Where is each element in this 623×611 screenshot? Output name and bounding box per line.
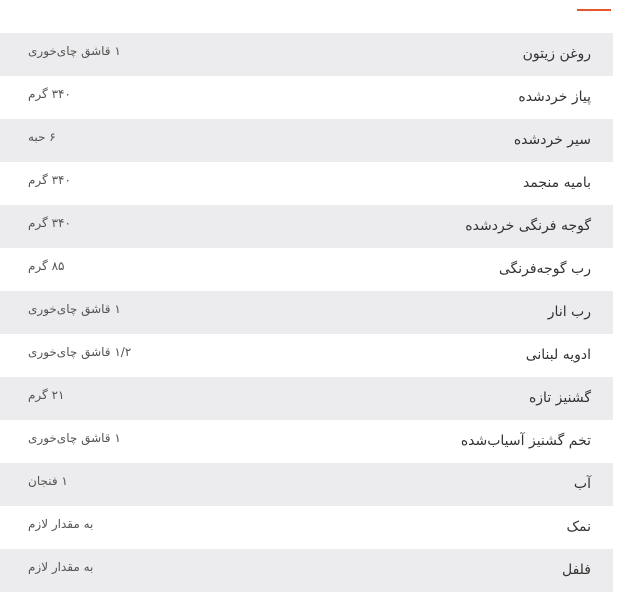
ingredient-amount: ۱ قاشق چای‌خوری (28, 302, 121, 316)
ingredient-name: بامیه منجمد (522, 175, 591, 191)
ingredient-amount: ۳۴۰ گرم (28, 87, 71, 101)
header-area (0, 0, 623, 33)
table-row (0, 119, 613, 162)
ingredient-amount: ۶ حبه (28, 130, 56, 144)
accent-divider (577, 9, 611, 11)
table-row (0, 334, 613, 377)
table-row (0, 162, 613, 205)
ingredient-name: روغن زیتون (522, 46, 591, 62)
ingredient-amount: ۱ فنجان (28, 474, 68, 488)
table-row (0, 291, 613, 334)
table-row (0, 205, 613, 248)
table-row (0, 420, 613, 463)
ingredient-amount: ۲۱ گرم (28, 388, 65, 402)
ingredient-amount: به مقدار لازم (28, 560, 94, 574)
ingredient-name: ادویه لبنانی (525, 347, 591, 363)
ingredient-name: رب انار (547, 304, 591, 320)
table-row (0, 506, 613, 549)
ingredient-amount: به مقدار لازم (28, 517, 94, 531)
ingredient-name: آب (573, 476, 591, 492)
ingredient-amount: ۸۵ گرم (28, 259, 65, 273)
ingredients-table (0, 33, 613, 592)
ingredient-name: پیاز خردشده (518, 89, 591, 105)
ingredient-name: گوجه فرنگی خردشده (465, 218, 591, 234)
ingredient-name: تخم گشنیز آسیاب‌شده (460, 433, 591, 449)
ingredient-amount: ۱ قاشق چای‌خوری (28, 431, 121, 445)
ingredient-name: فلفل (561, 562, 591, 578)
ingredient-name: نمک (566, 519, 591, 535)
table-row (0, 377, 613, 420)
ingredient-amount: ۳۴۰ گرم (28, 173, 71, 187)
ingredient-amount: ۱/۲ قاشق چای‌خوری (28, 345, 132, 359)
table-row (0, 463, 613, 506)
ingredient-name: رب گوجه‌فرنگی (498, 261, 591, 277)
ingredient-name: سیر خردشده (513, 132, 591, 148)
table-row (0, 76, 613, 119)
table-row (0, 549, 613, 592)
ingredient-name: گشنیز تازه (528, 390, 591, 406)
ingredient-amount: ۳۴۰ گرم (28, 216, 71, 230)
ingredient-amount: ۱ قاشق چای‌خوری (28, 44, 121, 58)
table-row (0, 33, 613, 76)
table-row (0, 248, 613, 291)
